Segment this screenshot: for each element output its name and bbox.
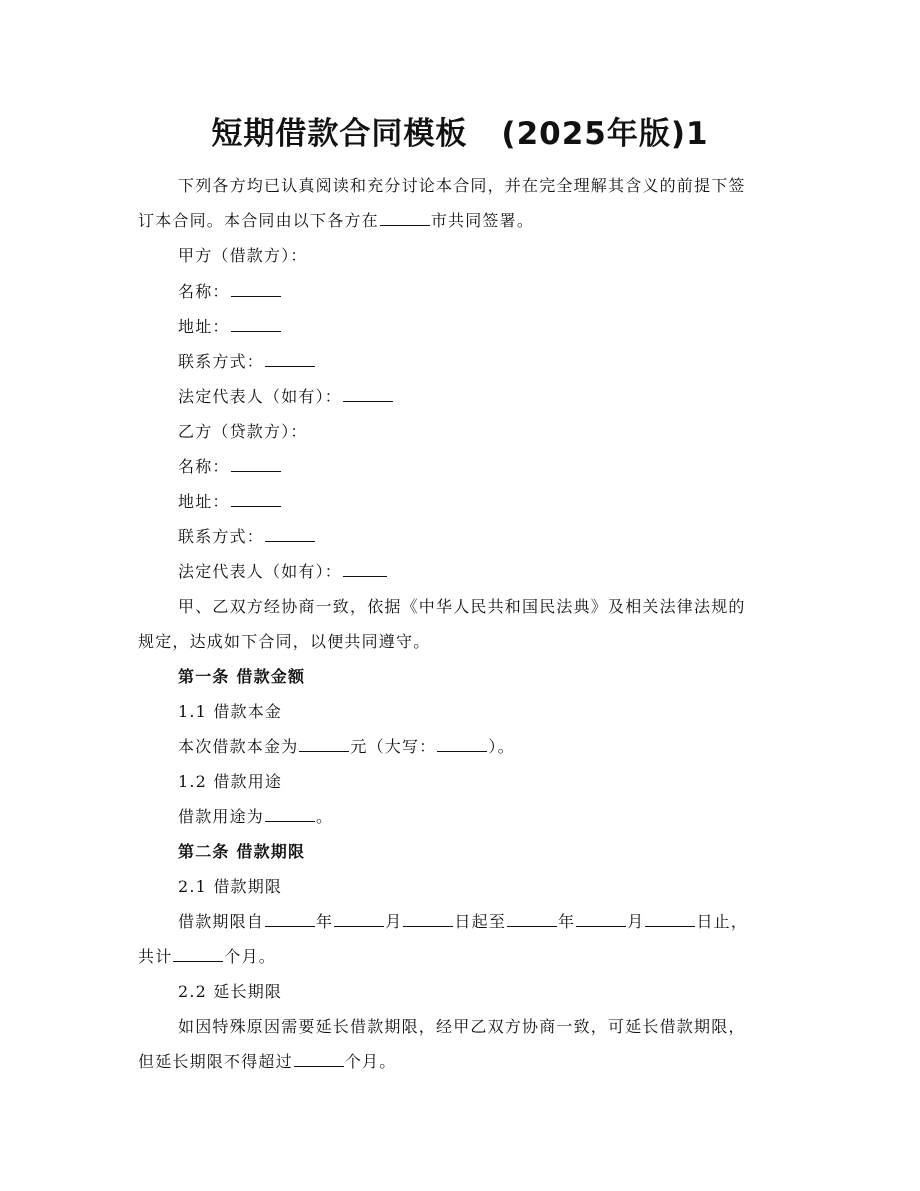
purpose-line: 借款用途为 。	[178, 807, 334, 826]
principal-uppercase-blank[interactable]	[437, 750, 487, 752]
party-b-rep: 法定代表人（如有）：	[178, 561, 388, 583]
section-2-1-title: 2.1 借款期限	[178, 877, 283, 896]
section-2-2-title: 2.2 延长期限	[178, 982, 283, 1001]
extension-line-1: 如因特殊原因需要延长借款期限，经甲乙双方协商一致，可延长借款期限，	[178, 1017, 746, 1036]
section-1-1-title: 1.1 借款本金	[178, 702, 283, 721]
party-a-name-blank[interactable]	[231, 295, 281, 297]
extension-line-2: 但延长期限不得超过 个月。	[138, 1052, 397, 1071]
party-b-heading: 乙方（贷款方）：	[178, 422, 308, 441]
start-month-blank[interactable]	[334, 925, 384, 927]
city-blank[interactable]	[380, 224, 430, 226]
document-title	[0, 108, 920, 153]
extension-months-blank[interactable]	[294, 1065, 344, 1067]
title-version: (2025年版)1	[501, 116, 709, 152]
party-b-address-blank[interactable]	[231, 505, 281, 507]
party-a-address: 地址：	[178, 316, 282, 338]
principal-line: 本次借款本金为 元（大写： ）。	[178, 737, 515, 756]
agreement-line-2: 规定，达成如下合同，以便共同遵守。	[138, 632, 431, 651]
party-a-address-blank[interactable]	[231, 330, 281, 332]
total-months-blank[interactable]	[173, 960, 223, 962]
article-1-heading: 第一条 借款金额	[178, 667, 306, 686]
party-a-name: 名称：	[178, 281, 282, 303]
party-b-name: 名称：	[178, 456, 282, 478]
party-b-address: 地址：	[178, 491, 282, 513]
article-2-heading: 第二条 借款期限	[178, 842, 306, 861]
title-main: 短期借款合同模板	[211, 116, 468, 152]
end-year-blank[interactable]	[507, 925, 557, 927]
intro-line-1: 下列各方均已认真阅读和充分讨论本合同，并在完全理解其含义的前提下签	[178, 176, 746, 195]
party-a-contact-blank[interactable]	[265, 365, 315, 367]
party-a-rep-blank[interactable]	[343, 400, 393, 402]
party-a-heading: 甲方（借款方）：	[178, 246, 308, 265]
purpose-blank[interactable]	[265, 820, 315, 822]
intro-line-2: 订本合同。本合同由以下各方在 市共同签署。	[138, 211, 535, 230]
party-b-rep-blank[interactable]	[343, 575, 387, 577]
end-month-blank[interactable]	[576, 925, 626, 927]
party-b-name-blank[interactable]	[231, 470, 281, 472]
section-1-2-title: 1.2 借款用途	[178, 772, 283, 791]
start-day-blank[interactable]	[403, 925, 453, 927]
principal-amount-blank[interactable]	[299, 750, 349, 752]
party-b-contact: 联系方式：	[178, 526, 316, 548]
party-a-contact: 联系方式：	[178, 351, 316, 373]
party-a-rep: 法定代表人（如有）：	[178, 386, 394, 408]
start-year-blank[interactable]	[265, 925, 315, 927]
party-b-contact-blank[interactable]	[265, 540, 315, 542]
agreement-line-1: 甲、乙双方经协商一致，依据《中华人民共和国民法典》及相关法律法规的	[178, 597, 746, 616]
term-line-2: 共计 个月。	[138, 947, 277, 966]
term-line-1: 借款期限自 年 月 日起至 年 月 日止，	[178, 912, 749, 931]
end-day-blank[interactable]	[645, 925, 695, 927]
